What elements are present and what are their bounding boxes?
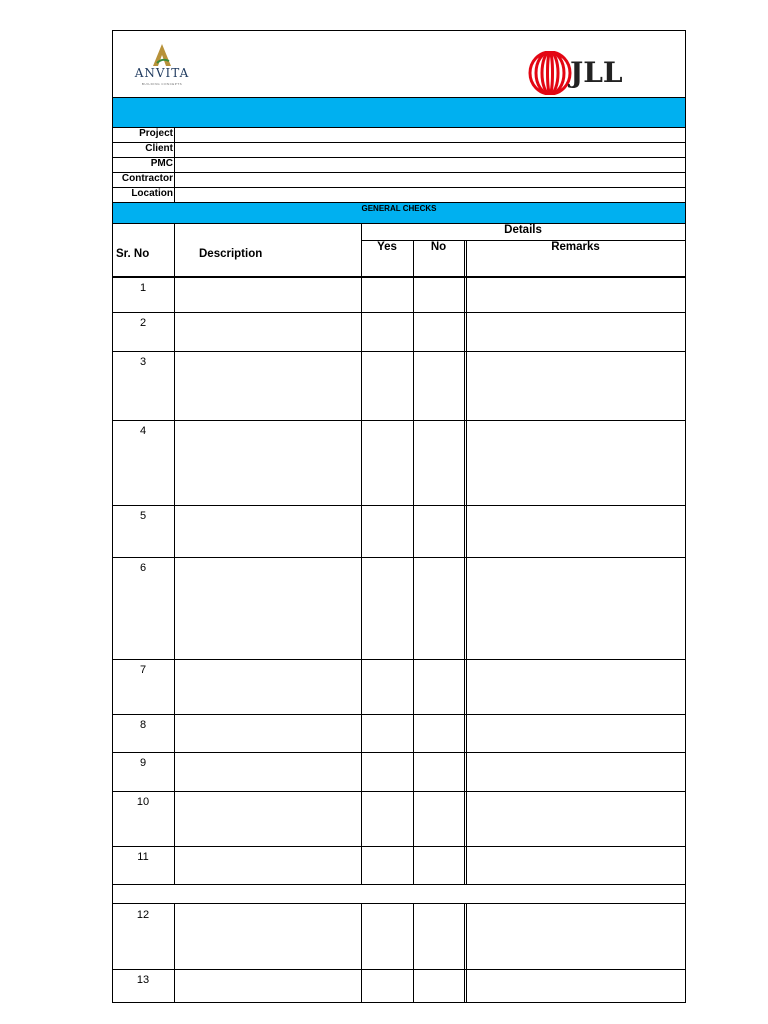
contractor-field[interactable]: [175, 173, 685, 187]
pmc-field[interactable]: [175, 158, 685, 172]
row-number: 1: [139, 282, 147, 294]
anvita-logo-tagline: BUILDING CONCEPTS: [141, 82, 183, 86]
row-number: 10: [136, 796, 150, 808]
row-number: 8: [139, 719, 147, 731]
row-number: 7: [139, 664, 147, 676]
col-header-remarks: Remarks: [551, 241, 600, 253]
row-number: 12: [136, 909, 150, 921]
label-project: Project: [139, 128, 173, 139]
anvita-logo: [127, 41, 197, 91]
jll-logo: [528, 51, 628, 101]
jll-logo-text: JLL: [570, 56, 623, 89]
row-number: 2: [139, 317, 147, 329]
row-number: 5: [139, 510, 147, 522]
client-field[interactable]: [175, 143, 685, 157]
label-pmc: PMC: [150, 158, 173, 169]
col-header-no: No: [430, 241, 447, 253]
row-number: 4: [139, 425, 147, 437]
location-field[interactable]: [175, 188, 685, 202]
row-number: 11: [137, 851, 149, 863]
label-contractor: Contractor: [121, 173, 173, 184]
row-number: 6: [139, 562, 147, 574]
jll-logo-mark: [528, 51, 572, 95]
row-number: 3: [139, 356, 147, 368]
title-band: [113, 98, 685, 127]
general-checks-title: GENERAL CHECKS: [361, 204, 437, 213]
col-header-description: Description: [199, 248, 263, 260]
label-client: Client: [145, 143, 173, 154]
row-number: 13: [136, 974, 150, 986]
col-header-yes: Yes: [377, 241, 397, 253]
col-header-srno: Sr. No: [116, 248, 150, 260]
anvita-logo-name: ANVITA: [134, 66, 190, 80]
label-location: Location: [131, 188, 173, 199]
header-bottom-rule: [113, 276, 685, 278]
details-header: Details: [504, 224, 542, 236]
row-number: 9: [139, 757, 147, 769]
project-field[interactable]: [175, 128, 685, 142]
checklist-sheet: [112, 30, 686, 1003]
